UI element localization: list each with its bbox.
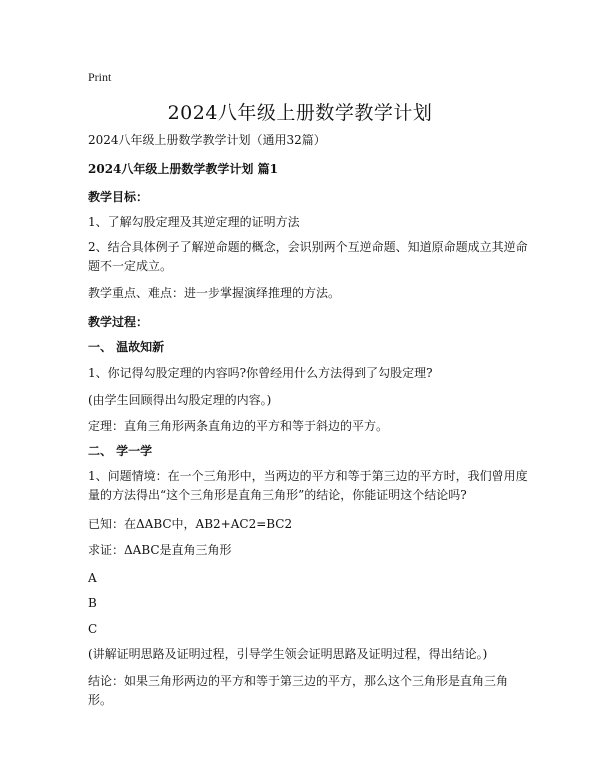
print-link[interactable]: Print <box>88 70 112 84</box>
heading-teaching-goals: 教学目标： <box>88 190 149 204</box>
paragraph: 定理：直角三角形两条直角边的平方和等于斜边的平方。 <box>88 419 389 433</box>
paragraph: 2、结合具体例子了解逆命题的概念，会识别两个互逆命题、知道原命题成立其逆命题不一定成立。 <box>88 240 528 273</box>
paragraph: (讲解证明思路及证明过程，引导学生领会证明思路及证明过程，得出结论。) <box>88 647 488 661</box>
heading-teaching-process: 教学过程： <box>88 315 149 329</box>
paragraph: 结论：如果三角形两边的平方和等于第三边的平方，那么这个三角形是直角三角形。 <box>88 674 509 707</box>
paragraph: 教学重点、难点：进一步掌握演绎推理的方法。 <box>88 286 341 300</box>
vertex-label-a: A <box>88 571 97 585</box>
vertex-label-c: C <box>88 622 98 636</box>
paragraph: 1、了解勾股定理及其逆定理的证明方法 <box>88 215 300 229</box>
heading-review: 一、 温故知新 <box>88 340 165 354</box>
paragraph: 已知：在ΔABC中，AB2+AC2=BC2 <box>88 517 293 531</box>
heading-learn: 二、 学一学 <box>88 444 153 458</box>
vertex-label-b: B <box>88 596 97 610</box>
paragraph: 1、你记得勾股定理的内容吗?你曾经用什么方法得到了勾股定理? <box>88 366 433 380</box>
section-heading: 2024八年级上册数学教学计划 篇1 <box>88 162 278 176</box>
paragraph: 求证：ΔABC是直角三角形 <box>88 543 232 557</box>
paragraph: 1、问题情境：在一个三角形中，当两边的平方和等于第三边的平方时，我们曾用度量的方法得出“这个三角形是直角三角形”的结论，你能证明这个结论吗? <box>88 469 528 502</box>
paragraph: (由学生回顾得出勾股定理的内容。) <box>88 393 272 407</box>
document-title: 2024八年级上册数学教学计划 <box>167 102 433 124</box>
subtitle: 2024八年级上册数学教学计划（通用32篇） <box>88 133 326 147</box>
